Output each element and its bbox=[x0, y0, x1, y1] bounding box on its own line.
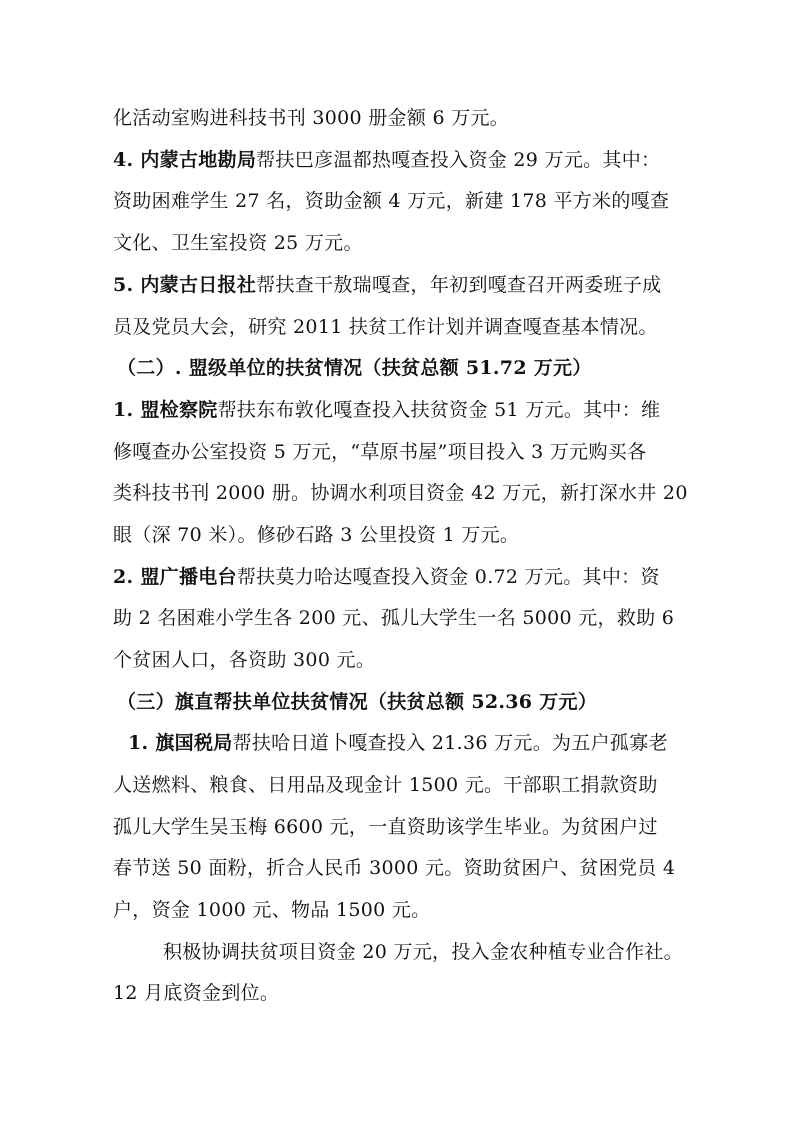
unit-name: 5. 内蒙古日报社 bbox=[113, 274, 257, 296]
unit-name: 1. 盟检察院 bbox=[113, 399, 218, 421]
paragraph-line: 1. 盟检察院帮扶东布敦化嘎查投入扶贫资金 51 万元。其中：维 bbox=[113, 399, 661, 421]
unit-name: 4. 内蒙古地勘局 bbox=[113, 149, 257, 171]
paragraph-line: 1. 旗国税局帮扶哈日道卜嘎查投入 21.36 万元。为五户孤寡老 bbox=[128, 732, 668, 754]
paragraph-line: 人送燃料、粮食、日用品及现金计 1500 元。干部职工捐款资助 bbox=[113, 774, 658, 796]
paragraph-line: 文化、卫生室投资 25 万元。 bbox=[113, 232, 363, 254]
paragraph-line: 12 月底资金到位。 bbox=[113, 982, 280, 1004]
paragraph-line: 孤儿大学生吴玉梅 6600 元，一直资助该学生毕业。为贫困户过 bbox=[113, 816, 658, 838]
paragraph-line: 眼（深 70 米）。修砂石路 3 公里投资 1 万元。 bbox=[113, 524, 520, 546]
paragraph-line: 春节送 50 面粉，折合人民币 3000 元。资助贫困户、贫困党员 4 bbox=[113, 857, 676, 879]
paragraph-line: 积极协调扶贫项目资金 20 万元，投入金农种植专业合作社。 bbox=[163, 941, 683, 963]
paragraph-line: 4. 内蒙古地勘局帮扶巴彦温都热嘎查投入资金 29 万元。其中： bbox=[113, 149, 661, 171]
paragraph-line: 2. 盟广播电台帮扶莫力哈达嘎查投入资金 0.72 万元。其中：资 bbox=[113, 566, 660, 588]
paragraph-line: 5. 内蒙古日报社帮扶查干敖瑞嘎查，年初到嘎查召开两委班子成 bbox=[113, 274, 662, 296]
section-heading: （三）旗直帮扶单位扶贫情况（扶贫总额 52.36 万元） bbox=[117, 691, 598, 713]
paragraph-line: 员及党员大会，研究 2011 扶贫工作计划并调查嘎查基本情况。 bbox=[113, 316, 658, 338]
section-heading: （二）. 盟级单位的扶贫情况（扶贫总额 51.72 万元） bbox=[117, 357, 592, 379]
paragraph-line: 资助困难学生 27 名，资助金额 4 万元，新建 178 平方米的嘎查 bbox=[113, 190, 670, 212]
paragraph-line: 个贫困人口，各资助 300 元。 bbox=[113, 649, 376, 671]
unit-name: 1. 旗国税局 bbox=[128, 732, 233, 754]
paragraph-line: 助 2 名困难小学生各 200 元、孤儿大学生一名 5000 元，救助 6 bbox=[113, 607, 675, 629]
paragraph-line: 户，资金 1000 元、物品 1500 元。 bbox=[113, 899, 431, 921]
paragraph-line: 化活动室购进科技书刊 3000 册金额 6 万元。 bbox=[113, 107, 510, 129]
unit-name: 2. 盟广播电台 bbox=[113, 566, 237, 588]
paragraph-line: 修嘎查办公室投资 5 万元，“草原书屋”项目投入 3 万元购买各 bbox=[113, 441, 647, 463]
paragraph-line: 类科技书刊 2000 册。协调水利项目资金 42 万元，新打深水井 20 bbox=[113, 482, 688, 504]
